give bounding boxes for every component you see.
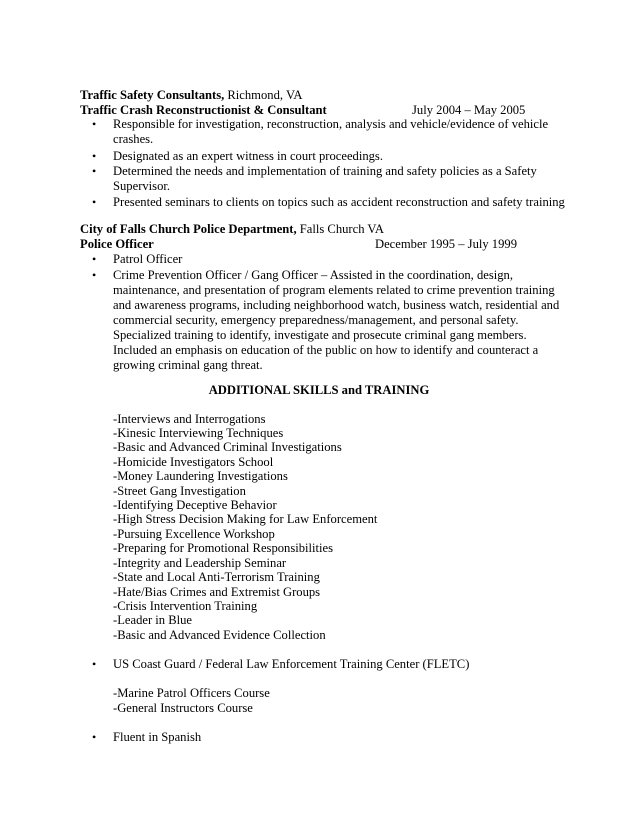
fletc-item: -Marine Patrol Officers Course [113,686,270,700]
skill-item: -Identifying Deceptive Behavior [113,498,277,512]
skill-item: -Kinesic Interviewing Techniques [113,426,284,440]
job1-title: Traffic Crash Reconstructionist & Consultant [80,103,327,117]
skill-item: -Basic and Advanced Criminal Investigations [113,440,342,454]
fletc-bullet: US Coast Guard / Federal Law Enforcement Training Center (FLETC) [113,657,470,671]
job1-bullet2-line1: Designated as an expert witness in court proceedings. [113,149,383,163]
skill-item: -Pursuing Excellence Workshop [113,527,275,541]
bullet-icon: • [92,195,97,209]
job2-header [80,222,384,236]
skill-item: -Hate/Bias Crimes and Extremist Groups [113,585,321,599]
job1-bullet1-line2: crashes. [113,132,154,146]
skill-item: -Basic and Advanced Evidence Collection [113,628,326,642]
fletc-item: -General Instructors Course [113,701,253,715]
skill-item: -Interviews and Interrogations [113,412,266,426]
skill-item: -Leader in Blue [113,613,193,627]
job1-bullet1-line1: Responsible for investigation, reconstruction, analysis and vehicle/evidence of vehicle [113,117,549,131]
job2-bullet2-line5: Specialized training to identify, investigate and prosecute criminal gang members. [113,328,527,342]
skill-item: -Homicide Investigators School [113,455,274,469]
job1-location: Richmond, VA [224,88,303,102]
skill-item: -High Stress Decision Making for Law Enforcement [113,512,378,526]
bullet-icon: • [92,117,97,131]
bullet-icon: • [92,149,97,163]
skills-heading: ADDITIONAL SKILLS and TRAINING [208,383,430,397]
skill-item: -Street Gang Investigation [113,484,246,498]
bullet-icon: • [92,252,97,266]
skill-item: -Integrity and Leadership Seminar [113,556,287,570]
job2-bullet2-line4: commercial security, emergency preparedness/management, and personal safety. [113,313,519,327]
job2-employer: City of Falls Church Police Department, [80,222,297,236]
job2-title: Police Officer [80,237,154,251]
job1-bullet3-line2: Supervisor. [113,179,171,193]
job1-bullet4-line1: Presented seminars to clients on topics such as accident reconstruction and safety training [113,195,565,209]
skill-item: -Crisis Intervention Training [113,599,258,613]
job2-location: Falls Church VA [296,222,384,236]
skill-item: -Preparing for Promotional Responsibilities [113,541,334,555]
job2-bullet2-line2: maintenance, and presentation of program elements related to crime prevention training [113,283,555,297]
job1-employer: Traffic Safety Consultants, [80,88,225,102]
job2-bullet1-line1: Patrol Officer [113,252,183,266]
job2-bullet2-line3: and awareness programs, including neighborhood watch, business watch, residential and [113,298,560,312]
skill-item: -Money Laundering Investigations [113,469,288,483]
job2-bullet2-line6: Included an emphasis on education of the public on how to identify and counteract a [113,343,539,357]
bullet-icon: • [92,164,97,178]
language-bullet: Fluent in Spanish [113,730,202,744]
skill-item: -State and Local Anti-Terrorism Training [113,570,320,584]
job1-bullet3-line1: Determined the needs and implementation of training and safety policies as a Safety [113,164,537,178]
job2-bullet2-line7: growing criminal gang threat. [113,358,263,372]
job2-dates: December 1995 – July 1999 [375,237,517,251]
job1-dates: July 2004 – May 2005 [412,103,526,117]
job1-header [80,88,303,102]
bullet-icon: • [92,268,97,282]
job2-bullet2-line1: Crime Prevention Officer / Gang Officer – Assisted in the coordination, design, [113,268,513,282]
bullet-icon: • [92,730,97,744]
bullet-icon: • [92,657,97,671]
